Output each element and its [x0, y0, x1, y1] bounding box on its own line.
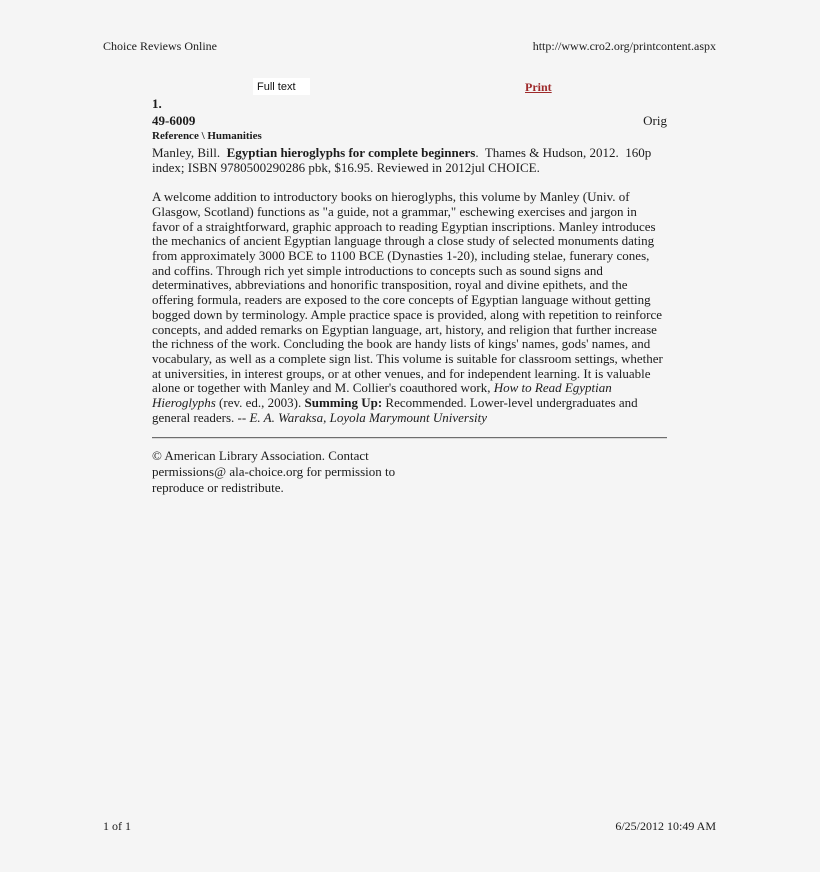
citation: [152, 146, 667, 175]
record-id-row: [152, 113, 667, 130]
page-number: 1 of 1: [103, 819, 131, 833]
reviewer-signature: E. A. Waraksa, Loyola Marymount University: [249, 409, 488, 425]
full-text-button[interactable]: [253, 78, 310, 95]
site-title: Choice Reviews Online: [103, 39, 217, 53]
orig-label: Orig: [643, 113, 667, 128]
print-link[interactable]: Print: [525, 80, 552, 94]
copyright-notice: [152, 448, 667, 495]
item-number: 1.: [152, 96, 162, 111]
review-text: [152, 190, 667, 425]
print-timestamp: 6/25/2012 10:49 AM: [615, 819, 716, 833]
category-breadcrumb: Reference \ Humanities: [152, 130, 262, 142]
page-url: http://www.cro2.org/printcontent.aspx: [532, 39, 716, 53]
copyright-line-2: permissions@ ala-choice.org for permission to: [152, 464, 396, 480]
divider: [152, 437, 667, 439]
record-id: 49-6009: [152, 113, 196, 128]
copyright-line-3: reproduce or redistribute.: [152, 479, 284, 495]
review-body-3: Recommended. Lower-level undergraduates and general readers. --: [152, 395, 638, 425]
copyright-line-1: © American Library Association. Contact: [152, 448, 369, 464]
review-body-2: (rev. ed., 2003).: [215, 395, 305, 411]
citation-book-title: Egyptian hieroglyphs for complete beginners: [226, 145, 476, 160]
citation-author: Manley, Bill.: [152, 145, 227, 160]
review-body-1: A welcome addition to introductory books on hieroglyphs, this volume by Manley (Univ. of Glasgow, Scotland) functions as "a guide, not a grammar," eschewing exercises and jargon in favor of a straightforward, graphic approach to reading Egyptian inscriptions. Manley introduces the mechanics of ancient Egyptian language through a close study of selected monuments dating from approximately 3000 BCE to 1100 BCE (Dynasties 1-20), including stelae, funerary cones, and coffins. Through rich yet simple introductions to concepts such as sound signs and determinatives, abbreviations and honorific transposition, royal and divine epithets, and the offering formula, readers are exposed to the core concepts of Egyptian language without getting bogged down by terminology. Ample practice space is provided, along with repetition to reinforce concepts, and added remarks on Egyptian language, art, history, and religion that further increase the richness of the work. Concluding the book are handy lists of kings' names, gods' names, and vocabulary, as well as a complete sign list. This volume is suitable for classroom settings, whether at universities, in interest groups, or at other venues, and for independent learning. It is valuable alone or together with Manley and M. Collier's coauthored work,: [152, 189, 663, 396]
review-record: [152, 96, 667, 495]
review-work-title: How to Read Egyptian Hieroglyphs: [152, 380, 612, 411]
citation-details: . Thames & Hudson, 2012. 160p index; ISBN 9780500290286 pbk, $16.95. Reviewed in 2012jul CHOICE.: [152, 145, 655, 175]
full-text-label: Full text: [257, 80, 296, 93]
summing-up-label: Summing Up:: [304, 395, 383, 411]
